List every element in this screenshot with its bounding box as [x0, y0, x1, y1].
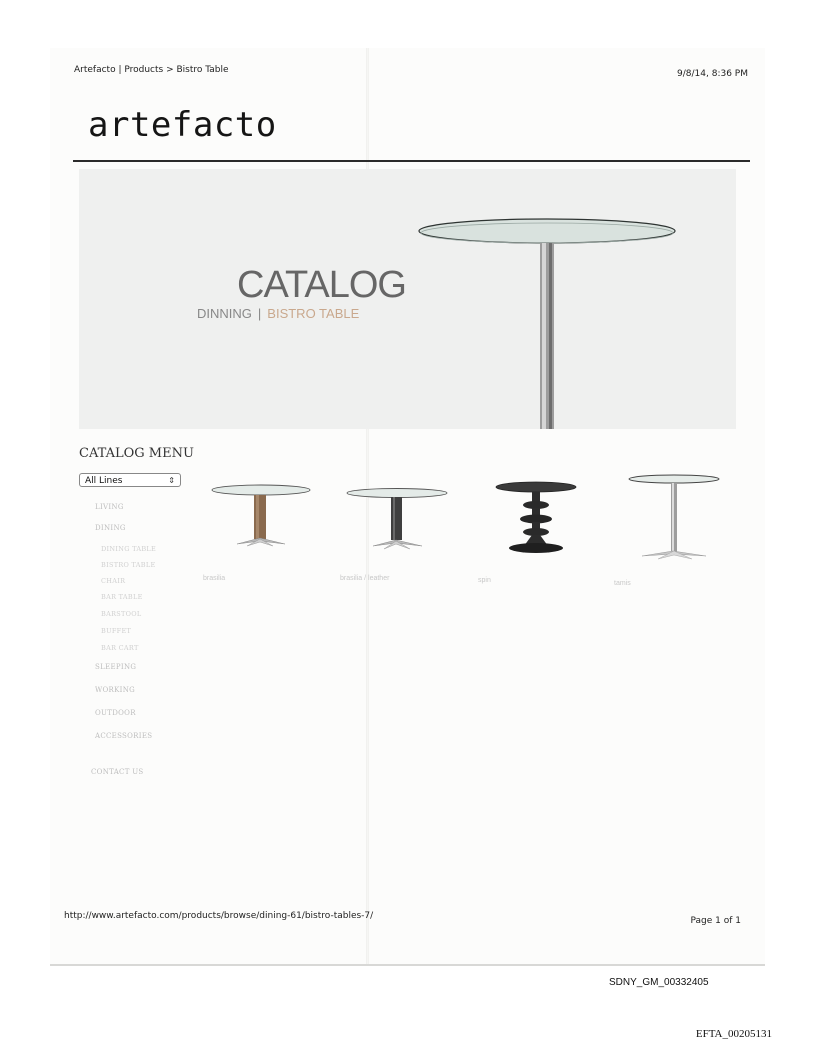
lines-select-value: All Lines — [85, 476, 123, 486]
product-label-brasilia-leather[interactable]: brasilia / leather — [340, 575, 390, 582]
brasilia-table-image — [211, 482, 313, 550]
menu-item-bar-table[interactable]: BAR TABLE — [101, 593, 143, 601]
spin-table-image — [495, 480, 579, 556]
catalog-banner — [79, 169, 736, 429]
bistro-table-hero-image — [79, 169, 736, 429]
print-timestamp: 9/8/14, 8:36 PM — [677, 69, 748, 79]
lines-select[interactable] — [79, 473, 181, 487]
site-logo[interactable]: artefacto — [88, 105, 277, 145]
product-card-brasilia-leather[interactable] — [346, 486, 450, 552]
menu-item-buffet[interactable]: BUFFET — [101, 627, 132, 635]
catalog-menu-title: CATALOG MENU — [79, 446, 194, 461]
product-card-brasilia[interactable] — [211, 482, 313, 550]
menu-item-living[interactable]: LIVING — [95, 503, 124, 511]
page-number: Page 1 of 1 — [690, 916, 741, 926]
page-url[interactable]: http://www.artefacto.com/products/browse/dining-61/bistro-tables-7/ — [64, 911, 374, 921]
menu-item-outdoor[interactable]: OUTDOOR — [95, 709, 136, 717]
bates-stamp: SDNY_GM_00332405 — [609, 977, 709, 988]
page-edge — [50, 964, 765, 966]
product-label-spin[interactable]: spin — [478, 577, 491, 584]
banner-separator: | — [257, 306, 262, 321]
banner-subsection: BISTRO TABLE — [267, 306, 360, 321]
banner-subtitle — [197, 306, 359, 321]
menu-item-sleeping[interactable]: SLEEPING — [95, 663, 137, 671]
brasilia-leather-table-image — [346, 486, 450, 552]
page-breadcrumb[interactable]: Artefacto | Products > Bistro Table — [74, 65, 229, 75]
header-divider — [73, 160, 750, 162]
banner-title: CATALOG — [237, 264, 406, 306]
product-card-tamis[interactable] — [626, 472, 724, 562]
menu-item-chair[interactable]: CHAIR — [101, 577, 126, 585]
efta-stamp: EFTA_00205131 — [695, 1028, 772, 1040]
menu-item-dining-table[interactable]: DINING TABLE — [101, 545, 157, 553]
product-label-tamis[interactable]: tamis — [614, 580, 631, 587]
menu-item-dining[interactable]: DINING — [95, 524, 126, 532]
product-card-spin[interactable] — [495, 480, 579, 556]
menu-item-bar-cart[interactable]: BAR CART — [101, 644, 139, 652]
menu-item-contact-us[interactable]: CONTACT US — [91, 768, 144, 776]
tamis-table-image — [626, 472, 724, 562]
product-label-brasilia[interactable]: brasilia — [203, 575, 226, 582]
menu-item-bistro-table[interactable]: BISTRO TABLE — [101, 561, 156, 569]
menu-item-barstool[interactable]: BARSTOOL — [101, 610, 142, 618]
chevron-updown-icon: ⇕ — [168, 476, 175, 485]
banner-section: DINNING — [197, 306, 252, 321]
menu-item-accessories[interactable]: ACCESSORIES — [95, 732, 153, 740]
menu-item-working[interactable]: WORKING — [95, 686, 136, 694]
